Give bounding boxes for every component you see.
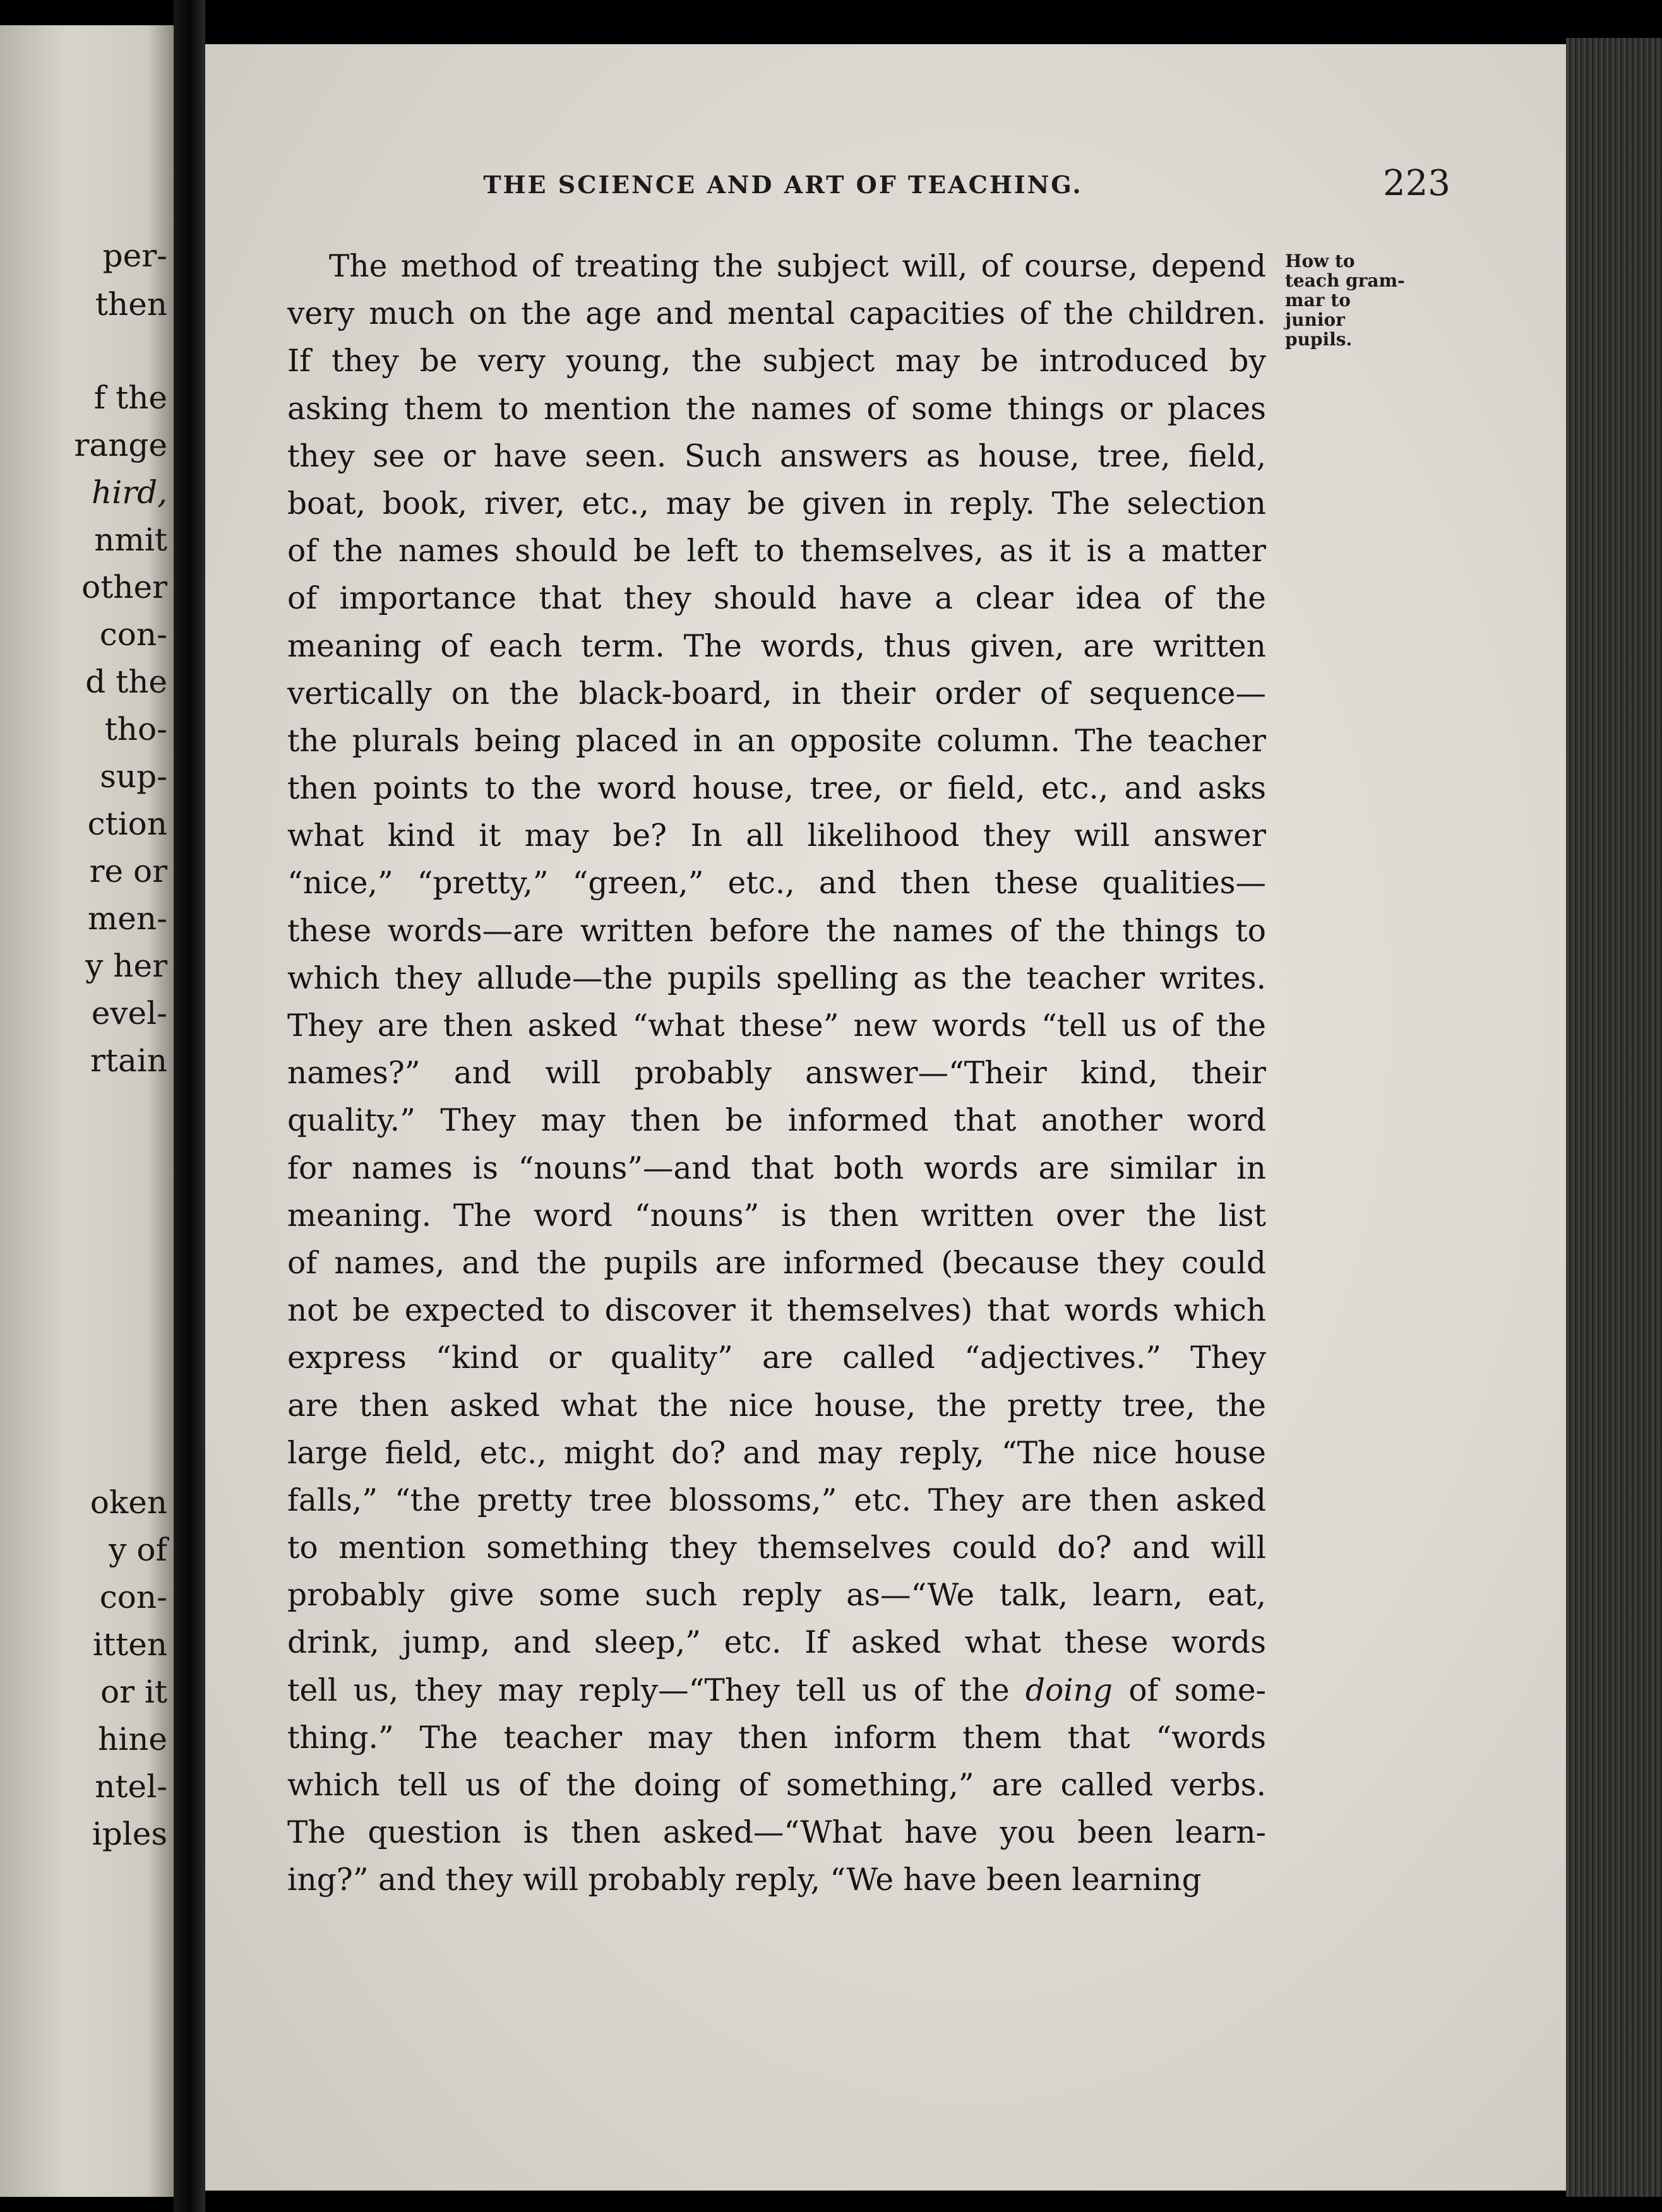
text-line: If they be very young, the subject may be introduced by [287,343,1266,379]
margin-note [1285,251,1411,349]
left-line-35: iples [92,1816,167,1852]
text-line: very much on the age and mental capacities of the children. [287,296,1266,332]
page-number: 223 [1383,163,1450,204]
left-line-17: evel- [91,995,167,1032]
text-line: which they allude—the pupils spelling as the teacher writes. [287,960,1266,996]
emphasized-word: doing [1025,1672,1113,1708]
text-line: “nice,” “pretty,” “green,” etc., and then these qualities— [287,865,1266,901]
left-line-12: sup- [100,758,167,795]
text-line: meaning. The word “nouns” is then written over the list [287,1198,1266,1234]
page-block-edge [1566,38,1662,2197]
text-line: probably give some such reply as—“We talk, learn, eat, [287,1578,1266,1614]
margin-note-line: teach gram- [1285,270,1405,291]
left-line-15: men- [87,900,167,937]
text-line: of the names should be left to themselves, as it is a matter [287,533,1266,569]
left-line-7: nmit [94,521,167,558]
left-line-13: ction [87,806,167,842]
text-line: large field, etc., might do? and may reply, “The nice house [287,1435,1266,1471]
left-line-31: itten [93,1626,167,1663]
margin-note-line: pupils. [1285,329,1353,350]
margin-note-line: mar to [1285,290,1351,311]
text-line: then points to the word house, tree, or field, etc., and asks [287,771,1266,807]
text-line: boat, book, river, etc., may be given in reply. The selection [287,485,1266,521]
text-line: names?” and will probably answer—“Their kind, their [287,1055,1266,1091]
left-line-8: other [81,569,167,605]
text-line: ing?” and they will probably reply, “We have been learning [287,1862,1202,1898]
text-line: The question is then asked—“What have you been learn- [287,1815,1266,1851]
margin-note-line: How to [1285,251,1355,271]
text-line: of importance that they should have a clear idea of the [287,581,1266,617]
text-line: which tell us of the doing of something,” are called verbs. [287,1768,1266,1803]
left-facing-page [0,25,174,2197]
left-line-29: y of [109,1531,167,1568]
margin-note-line: junior [1285,309,1345,330]
text-line: The method of treating the subject will, of course, depend [329,249,1266,284]
body-paragraph [287,243,1266,1905]
left-line-28: oken [90,1484,167,1521]
text-line: asking them to mention the names of some things or places [287,391,1266,427]
left-line-4: f the [93,379,167,416]
left-line-9: con- [99,616,167,653]
left-line-33: hine [98,1721,167,1757]
text-line: express “kind or quality” are called “adjectives.” They [287,1340,1266,1376]
text-line: tell us, they may reply—“They tell us of the doing of some- [287,1672,1266,1708]
running-head: THE SCIENCE AND ART OF TEACHING. [483,170,1083,199]
left-line-1: per- [102,237,167,274]
text-line: are then asked what the nice house, the pretty tree, the [287,1388,1266,1424]
text-line: vertically on the black-board, in their order of sequence— [287,675,1266,711]
text-line: what kind it may be? In all likelihood they will answer [287,818,1266,854]
text-line: quality.” They may then be informed that another word [287,1103,1266,1139]
left-line-30: con- [99,1579,167,1615]
left-line-6: hird, [92,474,167,511]
left-line-32: or it [100,1674,167,1710]
text-line: to mention something they themselves could do? and will [287,1530,1266,1566]
left-line-2: then [95,286,167,323]
text-line: They are then asked “what these” new words “tell us of the [287,1008,1266,1044]
left-line-14: re or [89,853,167,889]
text-line: not be expected to discover it themselves) that words which [287,1293,1266,1329]
text-line: meaning of each term. The words, thus given, are written [287,628,1266,664]
left-line-11: tho- [104,711,167,747]
text-line: falls,” “the pretty tree blossoms,” etc. They are then asked [287,1482,1266,1518]
text-line: the plurals being placed in an opposite column. The teacher [287,723,1266,759]
left-line-10: d the [85,663,167,700]
left-line-16: y her [85,948,167,984]
book-gutter [174,0,205,2212]
text-line: drink, jump, and sleep,” etc. If asked what these words [287,1625,1266,1661]
left-line-5: range [74,427,167,463]
left-line-34: ntel- [95,1768,167,1805]
text-line: these words—are written before the names of the things to [287,913,1266,949]
left-line-18: rtain [90,1042,167,1079]
text-line: for names is “nouns”—and that both words are similar in [287,1150,1266,1186]
text-line: thing.” The teacher may then inform them that “words [287,1720,1266,1756]
text-line: of names, and the pupils are informed (because they could [287,1245,1266,1281]
text-line: they see or have seen. Such answers as house, tree, field, [287,438,1266,474]
